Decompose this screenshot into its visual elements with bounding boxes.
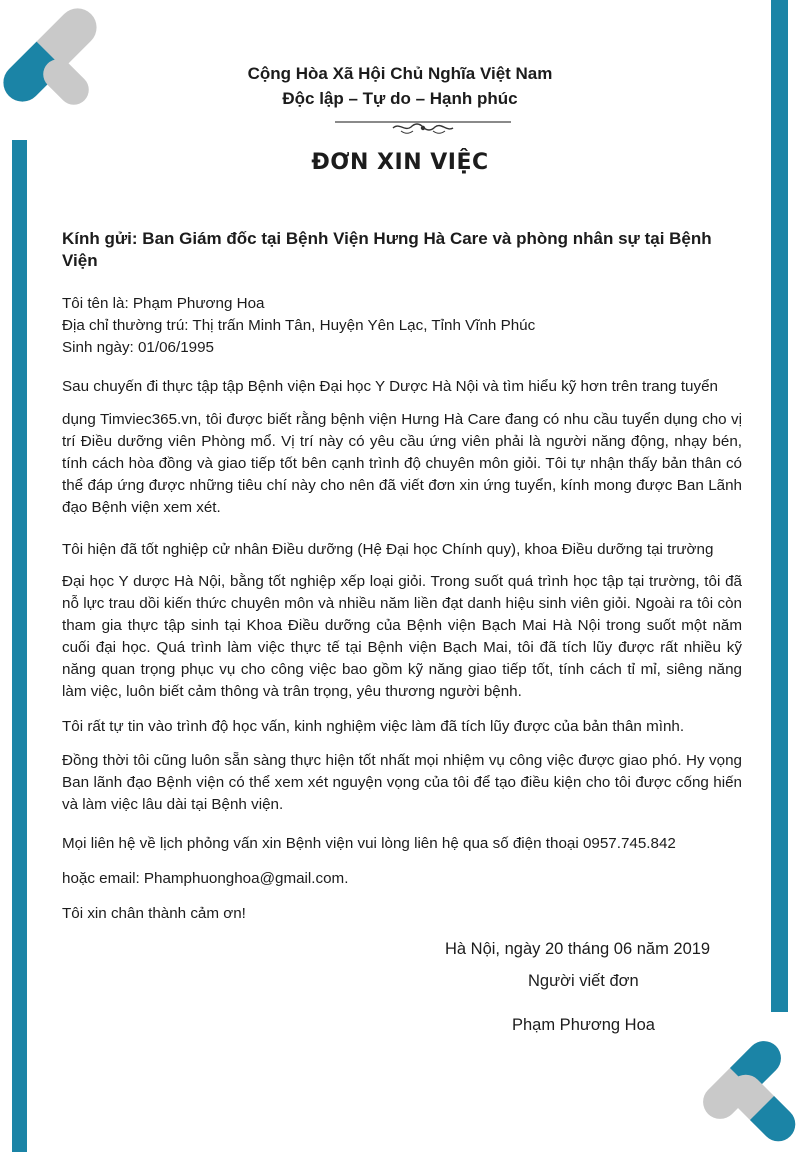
page-title: ĐƠN XIN VIỆC: [311, 150, 489, 175]
pill-icon-bottom-right: [680, 1010, 800, 1152]
nation-heading: Cộng Hòa Xã Hội Chủ Nghĩa Việt Nam: [247, 64, 553, 83]
address-line: Địa chỉ thường trú: Thị trấn Minh Tân, Huyện Yên Lạc, Tỉnh Vĩnh Phúc: [62, 317, 536, 334]
paragraph-3: Tôi rất tự tin vào trình độ học vấn, kinh nghiệm việc làm đã tích lũy được của bản thân mình.: [62, 718, 685, 735]
paragraph-2-first-line: Tôi hiện đã tốt nghiệp cử nhân Điều dưỡng (Hệ Đại học Chính quy), khoa Điều dưỡng tại trường: [62, 541, 714, 558]
paragraph-1-body: dụng Timviec365.vn, tôi được biết rằng bệnh viện Hưng Hà Care đang có nhu cầu tuyển dụng cho vị trí Điều dưỡng viên Phòng mổ. Vị trí này có yêu cầu ứng viên phải là người năng động, nhạy bén, tính cách hòa đồng và giao tiếp tốt bên cạnh trình độ chuyên môn giỏi. Tôi tự nhận thấy bản thân có thể đáp ứng được những tiêu chí này cho nên đã viết đơn xin ứng tuyển, kính mong được Ban Lãnh đạo Bệnh viện xem xét.: [62, 411, 742, 516]
paragraph-7: Tôi xin chân thành cảm ơn!: [62, 905, 246, 922]
paragraph-5: Mọi liên hệ về lịch phỏng vấn xin Bệnh viện vui lòng liên hệ qua số điện thoại 0957.745.842: [62, 835, 676, 852]
place-date: Hà Nội, ngày 20 tháng 06 năm 2019: [445, 940, 711, 958]
paragraph-6: hoặc email: Phamphuonghoa@gmail.com.: [62, 870, 349, 887]
name-line: Tôi tên là: Phạm Phương Hoa: [62, 295, 265, 312]
dob-line: Sinh ngày: 01/06/1995: [62, 339, 215, 356]
paragraph-2-body: Đại học Y dược Hà Nội, bằng tốt nghiệp xếp loại giỏi. Trong suốt quá trình học tập tại trường, tôi đã nỗ lực trau dồi kiến thức chuyên môn và nhiều năm liền đạt danh hiệu sinh viên giỏi. Ngoài ra tôi còn tham gia thực tập sinh tại Khoa Điều dưỡng của Bệnh viện Bạch Mai Hà Nội trong suốt một năm cuối đại học. Quá trình làm việc thực tế tại Bệnh viện Bạch Mai, tôi đã tích lũy được rất nhiều kỹ năng quan trọng phục vụ cho công việc bao gồm kỹ năng giao tiếp tốt, tính cách tỉ mỉ, siêng năng làm việc, luôn biết cảm thông và trân trọng, yêu thương người bệnh.: [62, 573, 742, 700]
signer-name: Phạm Phương Hoa: [512, 1016, 655, 1034]
left-accent-bar: [12, 140, 27, 1152]
recipient-line: Kính gửi: Ban Giám đốc tại Bệnh Viện Hưng Hà Care và phòng nhân sự tại Bệnh Viện: [62, 229, 712, 270]
motto-heading: Độc lập – Tự do – Hạnh phúc: [282, 89, 518, 108]
paragraph-4: Đồng thời tôi cũng luôn sẵn sàng thực hiện tốt nhất mọi nhiệm vụ công việc được giao phó. Hy vọng Ban lãnh đạo Bệnh viện có thể xem xét nguyện vọng của tôi để tạo điều kiện cho tôi được cống hiến và làm việc lâu dài tại Bệnh viện.: [62, 752, 742, 813]
ornament-divider-icon: [333, 116, 513, 136]
paragraph-1-first-line: Sau chuyến đi thực tập tập Bệnh viện Đại học Y Dược Hà Nội và tìm hiểu kỹ hơn trên trang tuyển: [62, 378, 718, 395]
signer-role: Người viết đơn: [528, 972, 639, 990]
